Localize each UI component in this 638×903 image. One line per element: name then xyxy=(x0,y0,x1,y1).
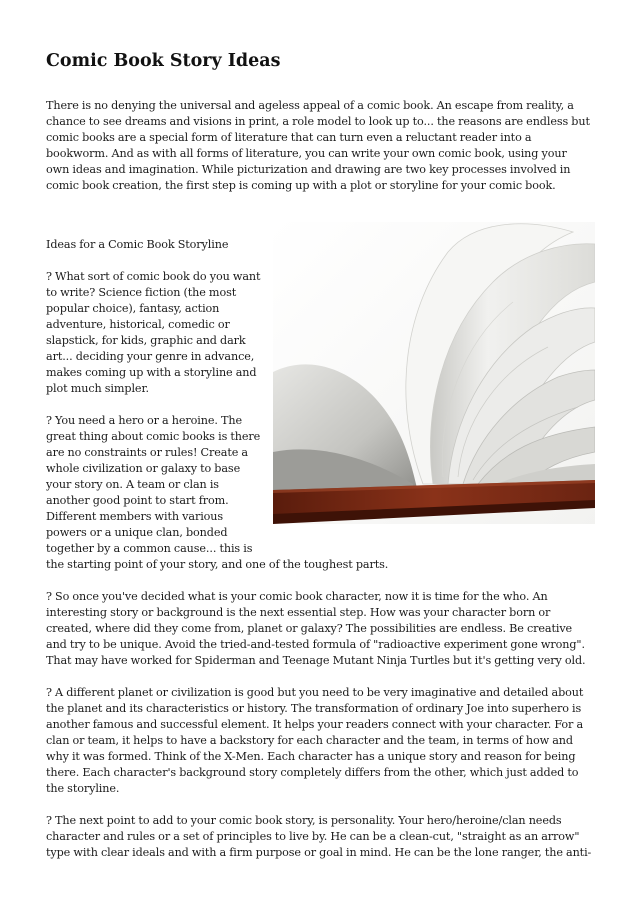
section-subheading: Ideas for a Comic Book Storyline xyxy=(46,238,229,251)
open-book-photo xyxy=(273,222,595,544)
paragraph-hero: ? You need a hero or a heroine. The great thing about comic books is there are no constraints or rules! Create a whole civilization or galaxy to base your story on. A team or clan is another good point to start from. Different members with various powers or a unique clan, bonded together by a common cause... this is the starting point of your story, and one of the toughest parts. xyxy=(46,414,389,571)
page-title: Comic Book Story Ideas xyxy=(46,51,281,71)
paragraph-genre: ? What sort of comic book do you want to write? Science fiction (the most popular choice), fantasy, action adventure, historical, comedic or slapstick, for kids, graphic and dark art... deciding your genre in advance, makes coming up with a storyline and plot much simpler. xyxy=(46,270,261,395)
paragraph-background: ? So once you've decided what is your comic book character, now it is time for the who. An interesting story or background is the next essential step. How was your character born or created, where did they come from, planet or galaxy? The possibilities are endless. Be creative and try to be unique. Avoid the tried-and-tested formula of "radioactive experiment gone wrong". That may have worked for Spiderman and Teenage Mutant Ninja Turtles but it's getting very old. xyxy=(46,590,586,667)
article-body xyxy=(46,218,592,861)
open-book-icon xyxy=(273,222,595,544)
paragraph-personality: ? The next point to add to your comic book story, is personality. Your hero/heroine/clan needs character and rules or a set of principles to live by. He can be a clean-cut, "straight as an arrow" type with clear ideals and with a firm purpose or goal in mind. He can be the lone ranger, the anti- xyxy=(46,814,592,859)
document-page xyxy=(46,50,592,861)
intro-paragraph: There is no denying the universal and ageless appeal of a comic book. An escape from reality, a chance to see dreams and visions in print, a role model to look up to... the reasons are endless but comic books are a special form of literature that can turn even a reluctant reader into a bookworm. And as with all forms of literature, you can write your own comic book, using your own ideas and imagination. While picturization and drawing are two key processes involved in comic book creation, the first step is coming up with a plot or storyline for your comic book. xyxy=(46,99,590,192)
paragraph-planet: ? A different planet or civilization is good but you need to be very imaginative and detailed about the planet and its characteristics or history. The transformation of ordinary Joe into superhero is another famous and successful element. It helps your readers connect with your character. For a clan or team, it helps to have a backstory for each character and the team, in terms of how and why it was formed. Think of the X-Men. Each character has a unique story and reason for being there. Each character's background story completely differs from the other, which just added to the storyline. xyxy=(46,686,584,795)
